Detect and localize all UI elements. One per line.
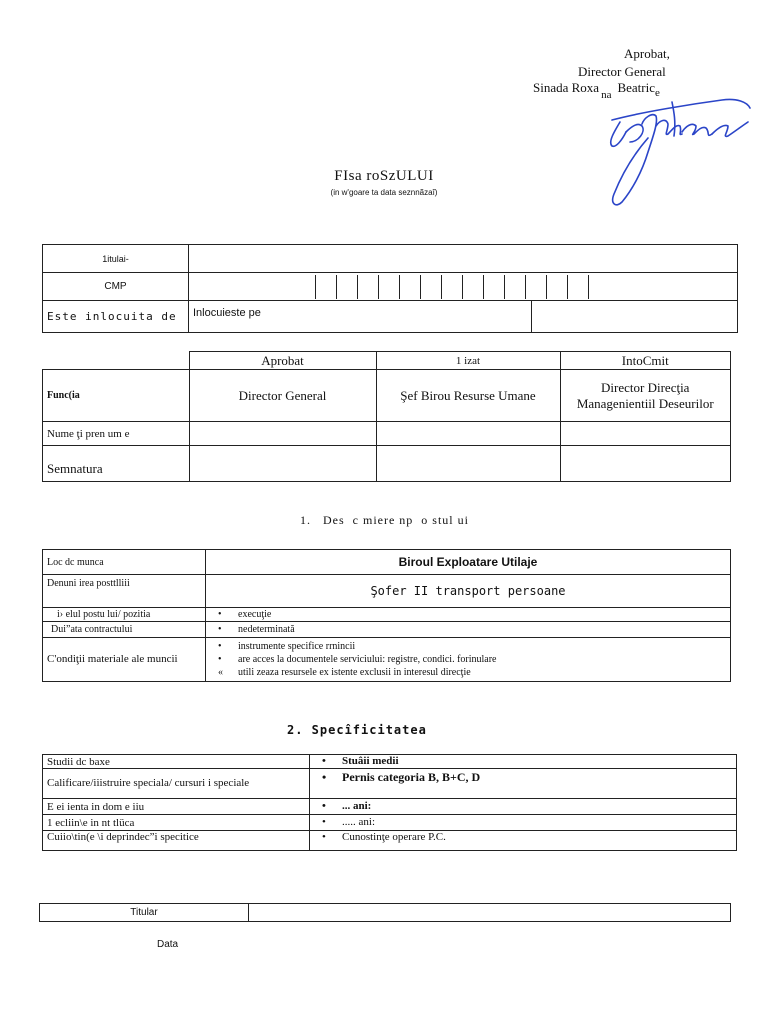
- document-title: FIsa roSzULUI: [334, 168, 434, 184]
- footer-titular-label: Titular: [40, 904, 249, 922]
- approval-name-part1: Sinada Roxa: [533, 80, 600, 95]
- conditii-label: C'ondiţii materiale ale muncii: [43, 638, 206, 682]
- spec-value: • Cunostinţe operare P.C.: [314, 831, 732, 844]
- spec-label: Cuiio\tin(e \i deprindec”i specitice: [43, 831, 310, 851]
- approvals-head-intocmit: IntoCmit: [560, 352, 731, 370]
- loc-value: Biroul Exploatare Utilaje: [206, 550, 731, 575]
- spec-label: Studii dc baxe: [43, 755, 310, 769]
- nume-label: Nume ţi pren um e: [43, 422, 190, 446]
- denumire-label: Denuni irea posttlliii: [43, 575, 206, 608]
- spec-value-cell: [310, 755, 737, 769]
- cmp-box: [568, 275, 589, 299]
- conditii-item: • are acces la documentele serviciului: registre, condici. forinulare: [210, 653, 726, 666]
- spec-value: • Stuâii medii: [314, 755, 732, 768]
- durata-value-cell: [206, 622, 731, 638]
- durata-value: • nedeterminată: [210, 623, 726, 636]
- approval-name-part2: na: [601, 89, 612, 101]
- spec-value-cell: [310, 799, 737, 815]
- cmp-box: [463, 275, 484, 299]
- section1-heading: 1. Des c miere np o stul ui: [300, 513, 469, 527]
- inlocuita-label: Este inlocuita de: [43, 301, 189, 333]
- footer-titular-value: [249, 904, 731, 922]
- semnatura-label: Semnatura: [43, 446, 190, 482]
- functia-vizat: Şef Birou Resurse Umane: [376, 370, 560, 422]
- inlocuieste-label: Inlocuieste pe: [189, 301, 532, 333]
- nivel-value-cell: [206, 608, 731, 622]
- cmp-label: CMP: [43, 273, 189, 301]
- semnatura-intocmit: [560, 446, 731, 482]
- cmp-box: [505, 275, 526, 299]
- conditii-values-cell: [206, 638, 731, 682]
- cmp-box: [337, 275, 358, 299]
- spec-value: • Pernis categoria B, B+C, D: [314, 771, 732, 784]
- durata-label: Dui”ata contractului: [43, 622, 206, 638]
- approvals-corner: [43, 352, 190, 370]
- spec-label: 1 ecliin\e in nt tlüca: [43, 815, 310, 831]
- cmp-box: [442, 275, 463, 299]
- approval-name-part3: Beatric: [617, 80, 656, 95]
- nume-vizat: [376, 422, 560, 446]
- semnatura-vizat: [376, 446, 560, 482]
- titular-label: 1itulai-: [43, 245, 189, 273]
- approval-role: Director General: [578, 64, 666, 79]
- titular-footer-table: [39, 903, 731, 922]
- spec-value-cell: [310, 815, 737, 831]
- footer-data-label: Data: [157, 939, 179, 950]
- nivel-label: i› elul postu lui/ pozitia: [43, 608, 206, 622]
- nume-intocmit: [560, 422, 731, 446]
- functia-intocmit: Director Direcţia Managenientiil Deseurilor: [560, 370, 731, 422]
- inlocuieste-value: [532, 301, 738, 333]
- spec-value: • ... ani:: [314, 800, 732, 813]
- cmp-digit-boxes: [315, 275, 737, 299]
- spec-value: • ..... ani:: [314, 816, 732, 829]
- cmp-box: [421, 275, 442, 299]
- conditii-item: « utili zeaza resursele ex istente exclusii in interesul direcţie: [210, 666, 726, 679]
- titular-value: [189, 245, 738, 273]
- document-subtitle: (in w'goare ta data seznnãzaî): [330, 188, 438, 197]
- denumire-value: Şofer II transport persoane: [206, 575, 731, 608]
- cmp-box: [526, 275, 547, 299]
- conditii-item: • instrumente specifice rrnincii: [210, 640, 726, 653]
- approval-name-part4: e: [655, 87, 660, 99]
- specificity-table: [42, 754, 737, 851]
- functia-aprobat: Director General: [189, 370, 376, 422]
- approvals-head-aprobat: Aprobat: [189, 352, 376, 370]
- spec-label: E ei ienta in dom e iiu: [43, 799, 310, 815]
- approval-aprobat: Aprobat,: [624, 46, 670, 61]
- spec-label: Calificare/iiistruire speciala/ cursuri i speciale: [43, 769, 310, 799]
- cmp-box: [379, 275, 400, 299]
- identification-table: [42, 244, 738, 333]
- nume-aprobat: [189, 422, 376, 446]
- approvals-table: [42, 351, 731, 482]
- cmp-box: [315, 275, 337, 299]
- functia-label: Func(ia: [43, 370, 190, 422]
- section2-heading: 2. Specîficitatea: [287, 723, 427, 737]
- spec-value-cell: [310, 831, 737, 851]
- semnatura-aprobat: [189, 446, 376, 482]
- loc-label: Loc dc munca: [43, 550, 206, 575]
- cmp-box: [400, 275, 421, 299]
- cmp-box: [358, 275, 379, 299]
- post-description-table: [42, 549, 731, 682]
- nivel-value: • execuţie: [210, 608, 726, 621]
- cmp-box: [484, 275, 505, 299]
- spec-value-cell: [310, 769, 737, 799]
- approvals-head-vizat: 1 izat: [376, 352, 560, 370]
- cmp-box: [547, 275, 568, 299]
- cmp-value: [189, 273, 738, 301]
